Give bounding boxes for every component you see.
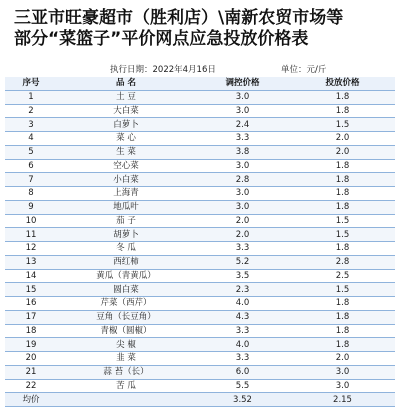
table-row (5, 255, 395, 269)
row-index: 17 (5, 310, 57, 324)
average-control-price: 3.52 (195, 393, 290, 407)
row-index: 7 (5, 173, 57, 187)
control-price: 6.0 (195, 365, 290, 379)
release-price: 1.8 (290, 324, 395, 338)
release-price: 3.0 (290, 365, 395, 379)
item-name: 韭 菜 (57, 352, 195, 366)
release-price: 1.5 (290, 118, 395, 132)
row-index: 9 (5, 200, 57, 214)
item-name: 西红柿 (57, 255, 195, 269)
table-row (5, 104, 395, 118)
header-item-name: 品 名 (57, 77, 195, 90)
table-row (5, 90, 395, 104)
table-row (5, 214, 395, 228)
table-row (5, 310, 395, 324)
item-name: 芹菜（西芹） (57, 297, 195, 311)
release-price: 1.5 (290, 283, 395, 297)
price-unit: 单位：元/斤 (281, 65, 327, 75)
release-price: 1.8 (290, 104, 395, 118)
table-row (5, 297, 395, 311)
table-row (5, 283, 395, 297)
row-index: 20 (5, 352, 57, 366)
header-index: 序号 (5, 77, 57, 90)
control-price: 2.4 (195, 118, 290, 132)
table-row (5, 269, 395, 283)
control-price: 5.2 (195, 255, 290, 269)
header-control-price: 调控价格 (195, 77, 290, 90)
average-release-price: 2.15 (290, 393, 395, 407)
title-line-2: 部分“菜篮子”平价网点应急投放价格表 (14, 29, 309, 49)
average-blank (57, 393, 195, 407)
release-price: 1.8 (290, 90, 395, 104)
release-price: 3.0 (290, 379, 395, 393)
release-price: 2.0 (290, 352, 395, 366)
item-name: 菜 心 (57, 132, 195, 146)
table-row (5, 145, 395, 159)
table-row (5, 324, 395, 338)
release-price: 2.0 (290, 145, 395, 159)
row-index: 15 (5, 283, 57, 297)
control-price: 2.0 (195, 228, 290, 242)
control-price: 3.0 (195, 159, 290, 173)
release-price: 1.8 (290, 159, 395, 173)
title-line-1: 三亚市旺豪超市（胜利店）\南新农贸市场等 (14, 8, 344, 28)
item-name: 青椒（圆椒） (57, 324, 195, 338)
item-name: 茄 子 (57, 214, 195, 228)
row-index: 16 (5, 297, 57, 311)
control-price: 3.3 (195, 132, 290, 146)
item-name: 尖 椒 (57, 338, 195, 352)
table-row (5, 159, 395, 173)
release-price: 1.5 (290, 228, 395, 242)
item-name: 豆角（长豆角） (57, 310, 195, 324)
control-price: 4.0 (195, 297, 290, 311)
control-price: 3.0 (195, 187, 290, 201)
control-price: 3.0 (195, 200, 290, 214)
item-name: 白萝卜 (57, 118, 195, 132)
control-price: 3.8 (195, 145, 290, 159)
header-release-price: 投放价格 (290, 77, 395, 90)
release-price: 2.0 (290, 132, 395, 146)
row-index: 18 (5, 324, 57, 338)
row-index: 3 (5, 118, 57, 132)
table-row (5, 200, 395, 214)
item-name: 土 豆 (57, 90, 195, 104)
control-price: 4.3 (195, 310, 290, 324)
item-name: 蒜 苔（长） (57, 365, 195, 379)
release-price: 1.8 (290, 310, 395, 324)
table-row (5, 338, 395, 352)
control-price: 3.3 (195, 242, 290, 256)
release-price: 1.5 (290, 214, 395, 228)
release-price: 2.8 (290, 255, 395, 269)
control-price: 2.8 (195, 173, 290, 187)
table-row (5, 118, 395, 132)
row-index: 4 (5, 132, 57, 146)
row-index: 14 (5, 269, 57, 283)
item-name: 上海青 (57, 187, 195, 201)
release-price: 1.8 (290, 187, 395, 201)
document-title (14, 8, 394, 50)
average-label: 均价 (5, 393, 57, 407)
item-name: 地瓜叶 (57, 200, 195, 214)
row-index: 1 (5, 90, 57, 104)
row-index: 21 (5, 365, 57, 379)
table-row (5, 379, 395, 393)
row-index: 5 (5, 145, 57, 159)
item-name: 圆白菜 (57, 283, 195, 297)
release-price: 1.8 (290, 242, 395, 256)
row-index: 2 (5, 104, 57, 118)
item-name: 空心菜 (57, 159, 195, 173)
item-name: 胡萝卜 (57, 228, 195, 242)
release-price: 1.8 (290, 338, 395, 352)
release-price: 1.8 (290, 173, 395, 187)
row-index: 6 (5, 159, 57, 173)
control-price: 3.3 (195, 324, 290, 338)
row-index: 22 (5, 379, 57, 393)
control-price: 3.0 (195, 90, 290, 104)
control-price: 3.3 (195, 352, 290, 366)
item-name: 生 菜 (57, 145, 195, 159)
control-price: 3.0 (195, 104, 290, 118)
execution-date: 执行日期：2022年4月16日 (110, 65, 216, 75)
control-price: 2.0 (195, 214, 290, 228)
row-index: 12 (5, 242, 57, 256)
table-row (5, 352, 395, 366)
average-row (5, 393, 395, 407)
control-price: 2.3 (195, 283, 290, 297)
row-index: 13 (5, 255, 57, 269)
row-index: 8 (5, 187, 57, 201)
item-name: 大白菜 (57, 104, 195, 118)
table-row (5, 173, 395, 187)
table-row (5, 242, 395, 256)
control-price: 5.5 (195, 379, 290, 393)
row-index: 11 (5, 228, 57, 242)
control-price: 4.0 (195, 338, 290, 352)
table-row (5, 228, 395, 242)
table-row (5, 187, 395, 201)
release-price: 2.5 (290, 269, 395, 283)
row-index: 10 (5, 214, 57, 228)
item-name: 小白菜 (57, 173, 195, 187)
row-index: 19 (5, 338, 57, 352)
price-table (5, 77, 395, 407)
item-name: 苦 瓜 (57, 379, 195, 393)
table-row (5, 365, 395, 379)
table-header-row (5, 77, 395, 90)
release-price: 1.8 (290, 200, 395, 214)
meta-bar (0, 63, 400, 75)
control-price: 3.5 (195, 269, 290, 283)
release-price: 1.8 (290, 297, 395, 311)
table-row (5, 132, 395, 146)
item-name: 黄瓜（青黄瓜） (57, 269, 195, 283)
item-name: 冬 瓜 (57, 242, 195, 256)
